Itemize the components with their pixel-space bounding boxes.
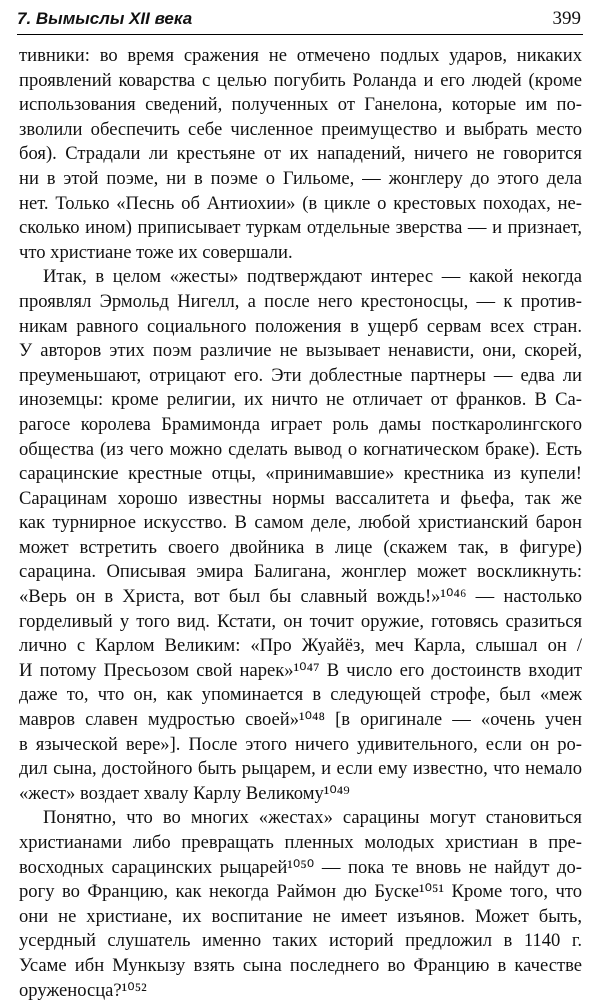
text-line: «жест» воздает хвалу Карлу Великому¹⁰⁴⁹ <box>19 782 350 804</box>
text-line: в языческой вере»]. После этого ничего удивительного, если он ро- <box>19 733 582 755</box>
paragraph-3 <box>19 806 582 1003</box>
text-line: сколько ином) приписывает туркам отдельные зверства — и признает, <box>19 217 582 239</box>
page-header <box>17 6 583 35</box>
text-line: Сарацинам хорошо известны нормы вассалитета и фьефа, так же <box>19 487 582 509</box>
running-title: 7. Вымыслы XII века <box>17 9 193 28</box>
page-number: 399 <box>552 8 581 29</box>
text-line: горделивый у того вид. Кстати, он точит оружие, готовясь сразиться <box>19 610 582 632</box>
text-line: нет. Только «Песнь об Антиохии» (в цикле о крестовых походах, не- <box>19 192 582 214</box>
text-line: преуменьшают, отрицают его. Эти доблестные партнеры — едва ли <box>19 364 582 386</box>
text-line: рагосе королева Брамимонда играет роль дамы посткаролингского <box>19 413 582 435</box>
text-line: Итак, в целом «жесты» подтверждают интерес — какой некогда <box>43 266 582 288</box>
paragraph-1 <box>19 44 582 265</box>
text-line: проявлений коварства с целью погубить Роланда и его людей (кроме <box>19 69 582 91</box>
text-line: сарацина. Описывая эмира Балигана, жонглер может воскликнуть: <box>19 561 582 583</box>
text-line: усердный слушатель именно таких историй предложил в 1140 г. <box>19 930 582 952</box>
text-line: рогу во Францию, как некогда Раймон дю Буске¹⁰⁵¹ Кроме того, что <box>19 881 582 903</box>
text-line: боя). Страдали ли крестьяне от их нападений, ничего не говорится <box>19 143 582 165</box>
text-line: даже то, что он, как упоминается в следующей строфе, был «меж <box>19 684 582 706</box>
text-line: лично с Карлом Великим: «Про Жуайёз, меч Карла, слышал он / <box>19 635 582 657</box>
text-line: Понятно, что во многих «жестах» сарацины могут становиться <box>43 807 582 829</box>
paragraph-2 <box>19 265 582 806</box>
text-line: Усаме ибн Мункызу взять сына последнего во Францию в качестве <box>19 954 582 976</box>
text-line: оруженосца?¹⁰⁵² <box>19 979 147 1001</box>
text-line: «Верь он в Христа, вот был бы славный вождь!»¹⁰⁴⁶ — настолько <box>19 586 582 608</box>
text-line: У авторов этих поэм различие не вызывает ненависти, они, скорей, <box>19 340 582 362</box>
text-line: иноземцы: кроме религии, их ничто не отличает от франков. В Са- <box>19 389 582 411</box>
text-line: использования сведений, полученных от Ганелона, которые им по- <box>19 94 582 116</box>
text-line: проявлял Эрмольд Нигелл, а после него крестоносцы, — к против- <box>19 290 582 312</box>
text-line: тивники: во время сражения не отмечено подлых ударов, никаких <box>19 45 582 66</box>
text-line: восходных сарацинских рыцарей¹⁰⁵⁰ — пока те вновь не найдут до- <box>19 856 582 878</box>
text-line: зволили обеспечить себе численное преимущество и выбрать место <box>19 118 582 140</box>
text-line: христианами либо превращать пленных молодых христиан в пре- <box>19 832 582 853</box>
text-line: они не христиане, их воспитание не имеет изъянов. Может быть, <box>19 905 582 927</box>
text-line: как турнирное искусство. В самом деле, любой христианский барон <box>19 512 582 534</box>
text-line: ни в этой поэме, ни в поэме о Гильоме, — жонглеру до этого дела <box>19 167 582 189</box>
text-line: мавров славен мудростью своей»¹⁰⁴⁸ [в оригинале — «очень учен <box>19 709 582 731</box>
text-line: общества (из чего можно сделать вывод о когнатическом браке). Есть <box>19 438 582 460</box>
text-line: может встретить своего двойника в лице (скажем так, в фигуре) <box>19 536 582 558</box>
body-text <box>19 44 582 1003</box>
text-line: что христиане тоже их совершали. <box>19 241 293 263</box>
text-line: И потому Пресьозом свой нарек»¹⁰⁴⁷ В число его достоинств входит <box>19 659 582 681</box>
text-line: дил сына, достойного быть рыцарем, и если ему известно, что немало <box>19 758 582 780</box>
text-line: никам равного социального положения в ущерб сервам всех стран. <box>19 315 582 337</box>
text-line: сарацинские крестные отцы, «принимавшие» крестника из купели! <box>19 463 582 485</box>
